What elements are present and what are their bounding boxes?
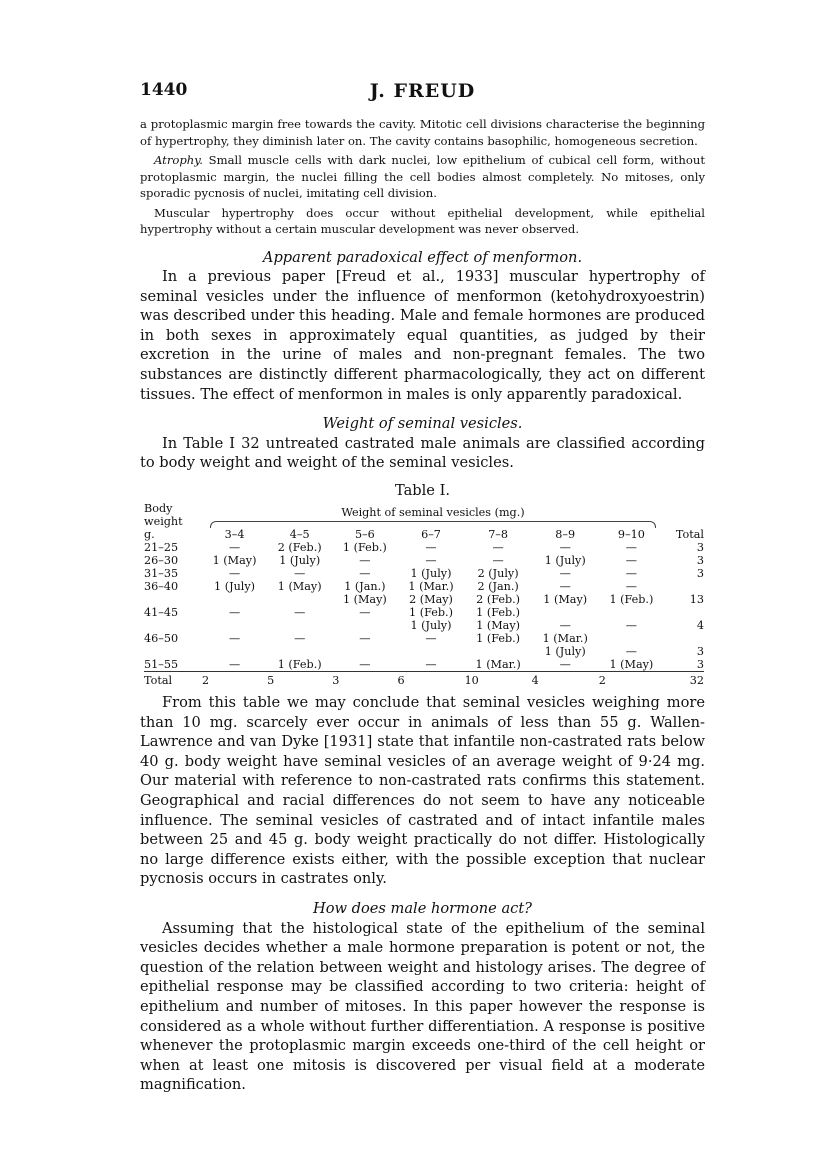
table-cell: — xyxy=(559,658,571,672)
table-i xyxy=(144,502,704,687)
running-title: J. FREUD xyxy=(369,80,476,102)
paragraph: From this table we may conclude that seminal vesicles weighing more than 10 mg. scarcely ever occur in animals of less than 55 g. Wallen-Lawrence and van Dyke [1931] state that infantile non-castrated rats below 40 g. body weight have seminal vesicles of an average weight of 9·24 mg. Our material with reference to non-castrated rats confirms this statement. Geographical and racial differences do not seem to have any noticeable influence. The seminal vesicles of castrated and of intact infantile males between 25 and 45 g. body weight practically do not differ. Histologically no large difference exists either, with the possible exception that nuclear pycnosis occurs in castrates only. xyxy=(140,694,705,888)
table-row xyxy=(144,593,704,606)
table-cell xyxy=(202,619,267,632)
table-cell xyxy=(332,645,397,658)
table-cell: — xyxy=(492,541,504,555)
atrophy-label: Atrophy. xyxy=(154,153,203,167)
column-header: 6–7 xyxy=(421,528,441,542)
table-cell: — xyxy=(625,554,637,568)
running-header xyxy=(140,80,705,104)
table-cell: — xyxy=(294,632,306,646)
table-cell: 21–25 xyxy=(144,541,179,555)
paragraph: In Table I 32 untreated castrated male animals are classified according to body weight and weight of the seminal vesicles. xyxy=(140,434,705,472)
table-cell: — xyxy=(228,567,241,581)
table-cell: 10 xyxy=(465,672,532,688)
table-cell: 1 (Feb.) xyxy=(342,541,387,555)
table-cell: — xyxy=(359,554,371,568)
table-cell xyxy=(202,645,267,658)
table-cell xyxy=(144,593,202,606)
table-cell: — xyxy=(425,632,437,646)
table-cell: 6 xyxy=(397,672,464,688)
table-cell xyxy=(599,606,664,619)
table-cell: — xyxy=(625,645,637,659)
table-cell: 2 xyxy=(202,672,267,688)
table-cell: — xyxy=(625,619,637,633)
table-row xyxy=(144,606,704,619)
table-cell: 1 (Feb.) xyxy=(476,632,521,646)
table-cell: 13 xyxy=(689,593,704,607)
table-cell: — xyxy=(359,606,371,620)
table-row xyxy=(144,658,704,672)
group-header-label: Weight of seminal vesicles (mg.) xyxy=(341,506,525,520)
table-cell: 2 xyxy=(599,672,664,688)
column-header: 7–8 xyxy=(488,528,509,542)
table-cell: 1 (July) xyxy=(410,619,452,633)
column-header: Total xyxy=(675,528,704,542)
table-cell: 1 (July) xyxy=(410,567,452,581)
table-cell: 1 (Feb.) xyxy=(476,606,521,620)
paragraph: Assuming that the histological state of the epithelium of the seminal vesicles decides whether a male hormone preparation is potent or not, the question of the relation between weight and histology arises. The degree of epithelial response may be classified according to two criteria: height of epithelium and number of mitoses. In this paper however the response is considered as a whole without further differentiation. A response is positive whenever the protoplasmic margin exceeds one-third of the cell height or when at least one mitosis is discovered per visual field at a moderate magnification. xyxy=(140,919,705,1094)
table-cell xyxy=(664,606,704,619)
column-header: 9–10 xyxy=(617,528,645,542)
table-cell: 1 (July) xyxy=(279,554,321,568)
table-cell: Total xyxy=(144,672,202,688)
table-cell xyxy=(144,619,202,632)
table-cell: 3 xyxy=(696,658,704,672)
atrophy-paragraph xyxy=(140,152,705,202)
table-cell xyxy=(332,619,397,632)
column-header: 5–6 xyxy=(354,528,375,542)
table-cell xyxy=(397,645,464,658)
section-heading: Weight of seminal vesicles. xyxy=(322,415,523,433)
table-cell: — xyxy=(492,554,504,568)
intro-text xyxy=(140,116,705,238)
table-cell: 1 (July) xyxy=(544,554,586,568)
table-cell: 1 (May) xyxy=(609,658,654,672)
table-cell: 4 xyxy=(532,672,599,688)
table-cell: 2 (July) xyxy=(477,567,519,581)
paragraph: In a previous paper [Freud et al., 1933] muscular hypertrophy of seminal vesicles under the influence of menformon (ketohydroxyoestrin) was described under this heading. Male and female hormones are produced in both sexes in approximately equal quantities, as judged by their excretion in the urine of males and non-pregnant females. The two substances are distinctly different pharmacologically, they act on different tissues. The effect of menformon in males is only apparently paradoxical. xyxy=(140,268,705,403)
table-cell xyxy=(599,632,664,645)
table-cell xyxy=(267,619,332,632)
table-cell: 1 (July) xyxy=(214,580,256,594)
table-cell: — xyxy=(425,541,437,555)
table-cell: — xyxy=(625,580,637,594)
table-row xyxy=(144,580,704,593)
section-text xyxy=(140,267,705,404)
table-cell: — xyxy=(559,580,571,594)
table-row xyxy=(144,567,704,580)
column-header: 8–9 xyxy=(555,528,576,542)
table-cell xyxy=(267,593,332,606)
table-cell: 3 xyxy=(332,672,397,688)
table-cell xyxy=(267,645,332,658)
table-cell: 1 (Mar.) xyxy=(408,580,454,594)
table-cell: — xyxy=(294,567,306,581)
table-cell xyxy=(664,580,704,593)
table-cell: 1 (Mar.) xyxy=(475,658,521,672)
table-cell: 2 (Jan.) xyxy=(477,580,519,594)
table-cell: — xyxy=(625,567,637,581)
table-caption: Table I. xyxy=(395,482,450,500)
table-cell: — xyxy=(559,619,571,633)
table-cell: 3 xyxy=(696,554,704,568)
table-cell: — xyxy=(228,541,241,555)
table-cell: 41–45 xyxy=(144,606,179,620)
table-cell: 2 (Feb.) xyxy=(277,541,322,555)
after-table-text xyxy=(140,693,705,889)
section-text xyxy=(140,919,705,1095)
stub-header-line: weight xyxy=(144,515,183,529)
table-cell: — xyxy=(359,658,371,672)
table-cell: 1 (Feb.) xyxy=(609,593,654,607)
table-cell: 1 (May) xyxy=(342,593,387,607)
table-cell: 1 (May) xyxy=(543,593,588,607)
table-cell: 3 xyxy=(696,541,704,555)
table-cell: 1 (Mar.) xyxy=(542,632,588,646)
brace xyxy=(210,521,656,528)
table-cell: 1 (Feb.) xyxy=(409,606,453,620)
table-cell: 1 (Jan.) xyxy=(344,580,386,594)
table-cell: 3 xyxy=(696,645,704,659)
table-cell: — xyxy=(559,541,571,555)
table-cell: — xyxy=(359,632,371,646)
table-cell: — xyxy=(228,632,241,646)
column-header: 3–4 xyxy=(224,528,245,542)
table-cell: 51–55 xyxy=(144,658,179,672)
table-cell: 3 xyxy=(696,567,704,581)
stub-header xyxy=(144,502,202,528)
table-cell: 5 xyxy=(267,672,332,688)
table-row xyxy=(144,619,704,632)
hypertrophy-paragraph: Muscular hypertrophy does occur without epithelial development, while epithelial hypertrophy without a certain muscular development was never observed. xyxy=(140,205,705,236)
table-cell: — xyxy=(425,554,437,568)
table-cell: 1 (Feb.) xyxy=(277,658,322,672)
total-row xyxy=(144,672,704,688)
table-cell: 1 (May) xyxy=(212,554,257,568)
stub-header-unit: g. xyxy=(144,528,155,542)
table-cell: 31–35 xyxy=(144,567,179,581)
table-cell: — xyxy=(359,567,371,581)
table-cell: 4 xyxy=(696,619,704,633)
table-row xyxy=(144,632,704,645)
table-cell: — xyxy=(425,658,437,672)
atrophy-text: Small muscle cells with dark nuclei, low epithelium of cubical cell form, without protoplasmic margin, the nuclei filling the cell bodies almost completely. No mitoses, only sporadic pycnosis of nuclei, imitating cell division. xyxy=(140,153,705,200)
table-cell: — xyxy=(625,541,637,555)
table-cell: — xyxy=(559,567,571,581)
table-cell: 1 (May) xyxy=(476,619,521,633)
column-header: 4–5 xyxy=(289,528,310,542)
table-cell xyxy=(664,632,704,645)
section-text xyxy=(140,434,705,473)
table-cell xyxy=(532,606,599,619)
table-cell: 46–50 xyxy=(144,632,179,646)
table-cell: 32 xyxy=(664,672,704,688)
table-cell: 2 (Feb.) xyxy=(476,593,521,607)
table-cell: 2 (May) xyxy=(409,593,453,607)
table-row xyxy=(144,645,704,658)
table-cell xyxy=(202,593,267,606)
group-header xyxy=(202,502,664,528)
table-cell: — xyxy=(228,606,241,620)
table-cell xyxy=(465,645,532,658)
table-cell: 1 (July) xyxy=(544,645,586,659)
empty-header xyxy=(664,502,704,528)
table-row xyxy=(144,541,704,554)
table-cell xyxy=(144,645,202,658)
section-heading: How does male hormone act? xyxy=(312,899,533,917)
table-cell: — xyxy=(294,606,306,620)
section-heading: Apparent paradoxical effect of menformon. xyxy=(262,248,583,266)
table-cell: — xyxy=(228,658,241,672)
table-cell: 36–40 xyxy=(144,580,179,594)
stub-header-line: Body xyxy=(144,502,173,516)
page-number: 1440 xyxy=(140,80,188,100)
table-row xyxy=(144,554,704,567)
intro-paragraph: a protoplasmic margin free towards the cavity. Mitotic cell divisions characterise the beginning of hypertrophy, they diminish later on. The cavity contains basophilic, homogeneous secretion. xyxy=(140,117,705,148)
table-cell: 1 (May) xyxy=(277,580,322,594)
table-cell: 26–30 xyxy=(144,554,179,568)
